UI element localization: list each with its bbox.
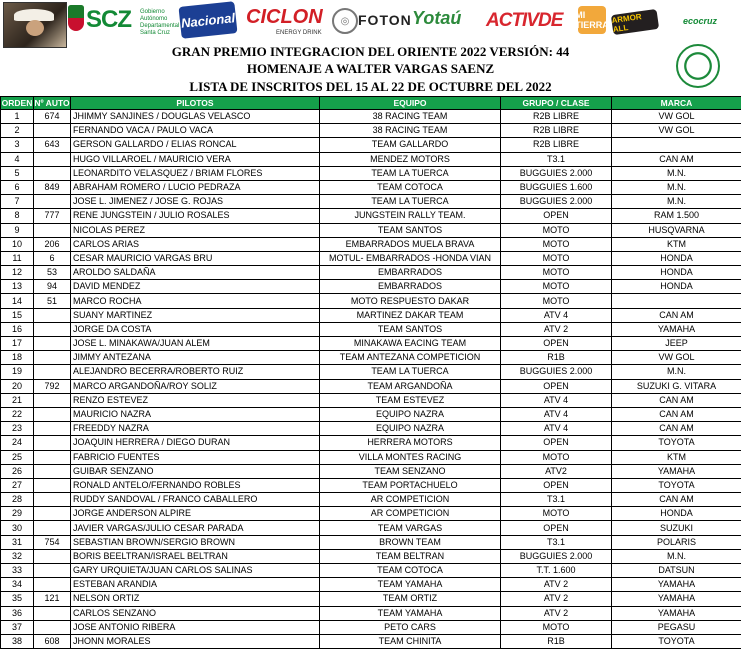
- cell-orden: 27: [1, 478, 34, 492]
- col-header-marca: MARCA: [612, 97, 741, 110]
- cell-equipo: TEAM SANTOS: [320, 322, 501, 336]
- cell-equipo: TEAM BELTRAN: [320, 549, 501, 563]
- cell-marca: CAN AM: [612, 422, 741, 436]
- cell-grupo-clase: R2B LIBRE: [501, 110, 612, 124]
- cell-equipo: TEAM YAMAHA: [320, 606, 501, 620]
- cell-pilotos: NELSON ORTIZ: [71, 592, 320, 606]
- cell-marca: YAMAHA: [612, 592, 741, 606]
- cell-pilotos: SEBASTIAN BROWN/SERGIO BROWN: [71, 535, 320, 549]
- cell-marca: VW GOL: [612, 124, 741, 138]
- cell-equipo: TEAM COTOCA: [320, 180, 501, 194]
- cell-orden: 38: [1, 634, 34, 648]
- cell-equipo: HERRERA MOTORS: [320, 436, 501, 450]
- scz-logo-subtitle: Gobierno Autónomo Departamental Santa Cruz: [140, 9, 178, 37]
- cell-auto: [34, 521, 71, 535]
- cell-equipo: TEAM ESTEVEZ: [320, 393, 501, 407]
- cell-auto: [34, 436, 71, 450]
- cell-equipo: MOTO RESPUESTO DAKAR: [320, 294, 501, 308]
- cell-pilotos: JORGE DA COSTA: [71, 322, 320, 336]
- table-row: [1, 365, 741, 379]
- table-row: [1, 209, 741, 223]
- cell-marca: M.N.: [612, 180, 741, 194]
- cell-grupo-clase: MOTO: [501, 507, 612, 521]
- scz-logo: SCZ: [86, 6, 131, 34]
- table-row: [1, 634, 741, 648]
- cell-grupo-clase: ATV 4: [501, 308, 612, 322]
- cell-orden: 14: [1, 294, 34, 308]
- cell-orden: 26: [1, 464, 34, 478]
- cell-orden: 25: [1, 450, 34, 464]
- cell-grupo-clase: BUGGUIES 2.000: [501, 166, 612, 180]
- table-row: [1, 450, 741, 464]
- cell-equipo: 38 RACING TEAM: [320, 124, 501, 138]
- cell-equipo: TEAM YAMAHA: [320, 578, 501, 592]
- table-row: [1, 521, 741, 535]
- cell-marca: CAN AM: [612, 407, 741, 421]
- cell-pilotos: FREEDDY NAZRA: [71, 422, 320, 436]
- cell-auto: [34, 152, 71, 166]
- cell-marca: KTM: [612, 237, 741, 251]
- cell-auto: 643: [34, 138, 71, 152]
- cell-auto: [34, 464, 71, 478]
- col-header-auto: Nº AUTO: [34, 97, 71, 110]
- bolivia-shield-logo: [68, 5, 84, 31]
- table-row: [1, 393, 741, 407]
- cell-orden: 9: [1, 223, 34, 237]
- cell-pilotos: JOSE ANTONIO RIBERA: [71, 620, 320, 634]
- cell-orden: 2: [1, 124, 34, 138]
- cell-auto: [34, 606, 71, 620]
- cell-orden: 24: [1, 436, 34, 450]
- cell-auto: [34, 450, 71, 464]
- cell-pilotos: RENE JUNGSTEIN / JULIO ROSALES: [71, 209, 320, 223]
- entry-list-body: [1, 110, 741, 649]
- cell-marca: KTM: [612, 450, 741, 464]
- cell-auto: [34, 365, 71, 379]
- cell-marca: YAMAHA: [612, 322, 741, 336]
- cell-equipo: TEAM COTOCA: [320, 564, 501, 578]
- table-header-row: [1, 97, 741, 110]
- cell-grupo-clase: OPEN: [501, 521, 612, 535]
- cell-orden: 19: [1, 365, 34, 379]
- cell-grupo-clase: OPEN: [501, 436, 612, 450]
- cell-grupo-clase: T3.1: [501, 493, 612, 507]
- cell-pilotos: RONALD ANTELO/FERNANDO ROBLES: [71, 478, 320, 492]
- cell-pilotos: ALEJANDRO BECERRA/ROBERTO RUIZ: [71, 365, 320, 379]
- cell-orden: 8: [1, 209, 34, 223]
- cell-pilotos: JOSE L. MINAKAWA/JUAN ALEM: [71, 337, 320, 351]
- cell-pilotos: JOSE L. JIMENEZ / JOSE G. ROJAS: [71, 195, 320, 209]
- table-row: [1, 138, 741, 152]
- cell-orden: 30: [1, 521, 34, 535]
- cell-orden: 5: [1, 166, 34, 180]
- table-row: [1, 422, 741, 436]
- cell-equipo: TEAM LA TUERCA: [320, 195, 501, 209]
- cell-marca: M.N.: [612, 549, 741, 563]
- table-row: [1, 578, 741, 592]
- cell-orden: 20: [1, 379, 34, 393]
- cell-orden: 18: [1, 351, 34, 365]
- cell-orden: 13: [1, 280, 34, 294]
- cell-grupo-clase: BUGGUIES 1.600: [501, 180, 612, 194]
- cell-auto: 754: [34, 535, 71, 549]
- cell-grupo-clase: ATV 2: [501, 592, 612, 606]
- cell-marca: M.N.: [612, 166, 741, 180]
- cell-grupo-clase: OPEN: [501, 209, 612, 223]
- cell-equipo: TEAM ANTEZANA COMPETICION: [320, 351, 501, 365]
- col-header-equipo: EQUIPO: [320, 97, 501, 110]
- table-row: [1, 280, 741, 294]
- table-row: [1, 436, 741, 450]
- cell-pilotos: CARLOS SENZANO: [71, 606, 320, 620]
- cell-equipo: 38 RACING TEAM: [320, 110, 501, 124]
- table-row: [1, 535, 741, 549]
- table-row: [1, 294, 741, 308]
- cell-marca: TOYOTA: [612, 436, 741, 450]
- table-row: [1, 493, 741, 507]
- cell-orden: 22: [1, 407, 34, 421]
- cell-orden: 35: [1, 592, 34, 606]
- cell-marca: CAN AM: [612, 308, 741, 322]
- cell-equipo: MENDEZ MOTORS: [320, 152, 501, 166]
- cell-pilotos: JHONN MORALES: [71, 634, 320, 648]
- cell-marca: DATSUN: [612, 564, 741, 578]
- cell-auto: 608: [34, 634, 71, 648]
- cell-equipo: AR COMPETICION: [320, 507, 501, 521]
- cell-pilotos: JHIMMY SANJINES / DOUGLAS VELASCO: [71, 110, 320, 124]
- cell-orden: 4: [1, 152, 34, 166]
- cell-auto: 674: [34, 110, 71, 124]
- cell-equipo: EMBARRADOS: [320, 266, 501, 280]
- cell-pilotos: LEONARDITO VELASQUEZ / BRIAM FLORES: [71, 166, 320, 180]
- cell-auto: [34, 422, 71, 436]
- cell-auto: [34, 124, 71, 138]
- cell-marca: CAN AM: [612, 393, 741, 407]
- cell-grupo-clase: MOTO: [501, 266, 612, 280]
- cell-orden: 7: [1, 195, 34, 209]
- cell-marca: YAMAHA: [612, 578, 741, 592]
- table-row: [1, 237, 741, 251]
- cell-pilotos: CARLOS ARIAS: [71, 237, 320, 251]
- entry-list-title: LISTA DE INSCRITOS DEL 15 AL 22 DE OCTUBRE DEL 2022: [0, 79, 741, 95]
- cell-marca: SUZUKI G. VITARA: [612, 379, 741, 393]
- ecocruz-logo: ecocruz: [676, 6, 724, 36]
- cell-marca: CAN AM: [612, 493, 741, 507]
- cell-pilotos: RENZO ESTEVEZ: [71, 393, 320, 407]
- cell-pilotos: MARCO ROCHA: [71, 294, 320, 308]
- cell-orden: 3: [1, 138, 34, 152]
- cell-orden: 12: [1, 266, 34, 280]
- cell-auto: [34, 578, 71, 592]
- cell-pilotos: SUANY MARTINEZ: [71, 308, 320, 322]
- cell-orden: 16: [1, 322, 34, 336]
- cell-equipo: TEAM LA TUERCA: [320, 365, 501, 379]
- cell-orden: 6: [1, 180, 34, 194]
- cell-pilotos: FABRICIO FUENTES: [71, 450, 320, 464]
- cell-equipo: TEAM ORTIZ: [320, 592, 501, 606]
- cell-orden: 33: [1, 564, 34, 578]
- ciclon-logo-subtitle: ENERGY DRINK: [276, 30, 322, 36]
- cell-grupo-clase: ATV 4: [501, 393, 612, 407]
- cell-marca: RAM 1.500: [612, 209, 741, 223]
- cell-auto: [34, 564, 71, 578]
- cell-orden: 15: [1, 308, 34, 322]
- cell-pilotos: JIMMY ANTEZANA: [71, 351, 320, 365]
- event-title: GRAN PREMIO INTEGRACION DEL ORIENTE 2022 VERSIÓN: 44: [0, 44, 741, 60]
- cell-equipo: MARTINEZ DAKAR TEAM: [320, 308, 501, 322]
- cell-pilotos: JAVIER VARGAS/JULIO CESAR PARADA: [71, 521, 320, 535]
- table-row: [1, 266, 741, 280]
- cell-grupo-clase: MOTO: [501, 223, 612, 237]
- cell-pilotos: ESTEBAN ARANDIA: [71, 578, 320, 592]
- cell-grupo-clase: OPEN: [501, 379, 612, 393]
- cell-orden: 23: [1, 422, 34, 436]
- cell-equipo: PETO CARS: [320, 620, 501, 634]
- cell-equipo: TEAM LA TUERCA: [320, 166, 501, 180]
- table-row: [1, 507, 741, 521]
- cell-marca: YAMAHA: [612, 606, 741, 620]
- cell-pilotos: RUDDY SANDOVAL / FRANCO CABALLERO: [71, 493, 320, 507]
- cell-marca: POLARIS: [612, 535, 741, 549]
- table-row: [1, 251, 741, 265]
- cell-grupo-clase: BUGGUIES 2.000: [501, 365, 612, 379]
- cell-pilotos: GARY URQUIETA/JUAN CARLOS SALINAS: [71, 564, 320, 578]
- cell-grupo-clase: OPEN: [501, 478, 612, 492]
- table-row: [1, 110, 741, 124]
- table-row: [1, 606, 741, 620]
- cell-marca: HONDA: [612, 266, 741, 280]
- cell-grupo-clase: R2B LIBRE: [501, 138, 612, 152]
- table-row: [1, 166, 741, 180]
- cell-auto: [34, 493, 71, 507]
- cell-marca: HUSQVARNA: [612, 223, 741, 237]
- cell-auto: 792: [34, 379, 71, 393]
- cell-auto: [34, 407, 71, 421]
- cell-grupo-clase: MOTO: [501, 237, 612, 251]
- cell-equipo: MINAKAWA EACING TEAM: [320, 337, 501, 351]
- cell-grupo-clase: MOTO: [501, 280, 612, 294]
- table-row: [1, 564, 741, 578]
- table-row: [1, 592, 741, 606]
- cell-auto: 94: [34, 280, 71, 294]
- cell-auto: [34, 351, 71, 365]
- cell-orden: 34: [1, 578, 34, 592]
- table-row: [1, 549, 741, 563]
- cell-grupo-clase: T.T. 1.600: [501, 564, 612, 578]
- cell-grupo-clase: MOTO: [501, 620, 612, 634]
- table-row: [1, 124, 741, 138]
- cell-equipo: EQUIPO NAZRA: [320, 422, 501, 436]
- cell-orden: 21: [1, 393, 34, 407]
- cell-auto: 849: [34, 180, 71, 194]
- cell-orden: 10: [1, 237, 34, 251]
- cell-marca: CAN AM: [612, 152, 741, 166]
- cell-marca: HONDA: [612, 280, 741, 294]
- cell-grupo-clase: MOTO: [501, 450, 612, 464]
- table-row: [1, 308, 741, 322]
- cell-auto: [34, 322, 71, 336]
- cell-orden: 28: [1, 493, 34, 507]
- cell-pilotos: ABRAHAM ROMERO / LUCIO PEDRAZA: [71, 180, 320, 194]
- cell-orden: 36: [1, 606, 34, 620]
- cell-grupo-clase: BUGGUIES 2.000: [501, 195, 612, 209]
- cell-equipo: BROWN TEAM: [320, 535, 501, 549]
- cell-orden: 11: [1, 251, 34, 265]
- activde-logo: ACTIVDE: [486, 10, 562, 32]
- cell-auto: 121: [34, 592, 71, 606]
- cell-equipo: MOTUL- EMBARRADOS -HONDA VIAN: [320, 251, 501, 265]
- cell-pilotos: CESAR MAURICIO VARGAS BRU: [71, 251, 320, 265]
- table-row: [1, 223, 741, 237]
- cell-grupo-clase: MOTO: [501, 251, 612, 265]
- cell-pilotos: HUGO VILLAROEL / MAURICIO VERA: [71, 152, 320, 166]
- col-header-grupo-clase: GRUPO / CLASE: [501, 97, 612, 110]
- table-row: [1, 337, 741, 351]
- foton-logo: FOTON: [358, 12, 412, 28]
- cell-marca: HONDA: [612, 507, 741, 521]
- nacional-logo: Nacional: [178, 1, 237, 39]
- cell-marca: VW GOL: [612, 110, 741, 124]
- cell-auto: [34, 223, 71, 237]
- cell-equipo: TEAM SENZANO: [320, 464, 501, 478]
- cell-pilotos: FERNANDO VACA / PAULO VACA: [71, 124, 320, 138]
- cell-grupo-clase: R1B: [501, 351, 612, 365]
- cell-equipo: TEAM VARGAS: [320, 521, 501, 535]
- cell-marca: [612, 294, 741, 308]
- cell-pilotos: DAVID MENDEZ: [71, 280, 320, 294]
- cell-auto: 51: [34, 294, 71, 308]
- foton-emblem-icon: ◎: [332, 8, 358, 34]
- cell-marca: HONDA: [612, 251, 741, 265]
- cell-equipo: TEAM SANTOS: [320, 223, 501, 237]
- cell-grupo-clase: MOTO: [501, 294, 612, 308]
- cell-equipo: EQUIPO NAZRA: [320, 407, 501, 421]
- cell-auto: [34, 549, 71, 563]
- cell-orden: 29: [1, 507, 34, 521]
- cell-equipo: TEAM GALLARDO: [320, 138, 501, 152]
- mitierra-logo: MI TIERRA: [578, 6, 606, 34]
- cell-grupo-clase: T3.1: [501, 152, 612, 166]
- table-row: [1, 195, 741, 209]
- cell-marca: PEGASU: [612, 620, 741, 634]
- cell-auto: [34, 195, 71, 209]
- cell-grupo-clase: R1B: [501, 634, 612, 648]
- table-row: [1, 478, 741, 492]
- cell-auto: 206: [34, 237, 71, 251]
- cell-grupo-clase: OPEN: [501, 337, 612, 351]
- cell-pilotos: MAURICIO NAZRA: [71, 407, 320, 421]
- cell-marca: SUZUKI: [612, 521, 741, 535]
- yotau-logo: Yotaú: [412, 8, 461, 29]
- col-header-pilotos: PILOTOS: [71, 97, 320, 110]
- cell-equipo: TEAM ARGANDOÑA: [320, 379, 501, 393]
- cell-equipo: JUNGSTEIN RALLY TEAM.: [320, 209, 501, 223]
- cell-marca: TOYOTA: [612, 634, 741, 648]
- table-row: [1, 180, 741, 194]
- cell-pilotos: GERSON GALLARDO / ELIAS RONCAL: [71, 138, 320, 152]
- cell-orden: 1: [1, 110, 34, 124]
- table-row: [1, 351, 741, 365]
- cell-grupo-clase: ATV2: [501, 464, 612, 478]
- cell-grupo-clase: ATV 4: [501, 407, 612, 421]
- cell-pilotos: JOAQUIN HERRERA / DIEGO DURAN: [71, 436, 320, 450]
- cell-auto: [34, 620, 71, 634]
- cell-grupo-clase: R2B LIBRE: [501, 124, 612, 138]
- cell-grupo-clase: T3.1: [501, 535, 612, 549]
- cell-auto: [34, 337, 71, 351]
- cell-orden: 31: [1, 535, 34, 549]
- cell-pilotos: MARCO ARGANDOÑA/ROY SOLIZ: [71, 379, 320, 393]
- cell-equipo: EMBARRADOS MUELA BRAVA: [320, 237, 501, 251]
- armorall-logo: ARMOR ALL: [611, 9, 659, 35]
- honoree-portrait-image: [3, 2, 67, 48]
- cell-equipo: EMBARRADOS: [320, 280, 501, 294]
- cell-marca: JEEP: [612, 337, 741, 351]
- cell-marca: M.N.: [612, 365, 741, 379]
- cell-orden: 17: [1, 337, 34, 351]
- cell-marca: TOYOTA: [612, 478, 741, 492]
- cell-grupo-clase: ATV 2: [501, 322, 612, 336]
- cell-auto: 777: [34, 209, 71, 223]
- cell-grupo-clase: ATV 4: [501, 422, 612, 436]
- cell-grupo-clase: ATV 2: [501, 578, 612, 592]
- cell-equipo: TEAM CHINITA: [320, 634, 501, 648]
- cell-orden: 32: [1, 549, 34, 563]
- cell-equipo: TEAM PORTACHUELO: [320, 478, 501, 492]
- table-row: [1, 322, 741, 336]
- col-header-orden: ORDEN: [1, 97, 34, 110]
- table-row: [1, 464, 741, 478]
- sponsor-header: [0, 0, 741, 96]
- cell-orden: 37: [1, 620, 34, 634]
- cell-auto: [34, 166, 71, 180]
- cell-auto: 53: [34, 266, 71, 280]
- table-row: [1, 379, 741, 393]
- table-row: [1, 152, 741, 166]
- cell-grupo-clase: ATV 2: [501, 606, 612, 620]
- cell-pilotos: JORGE ANDERSON ALPIRE: [71, 507, 320, 521]
- cell-grupo-clase: BUGGUIES 2.000: [501, 549, 612, 563]
- cell-auto: [34, 478, 71, 492]
- cell-equipo: VILLA MONTES RACING: [320, 450, 501, 464]
- cell-pilotos: NICOLAS PEREZ: [71, 223, 320, 237]
- cell-pilotos: GUIBAR SENZANO: [71, 464, 320, 478]
- cell-marca: VW GOL: [612, 351, 741, 365]
- cell-pilotos: BORIS BEELTRAN/ISRAEL BELTRAN: [71, 549, 320, 563]
- event-tribute: HOMENAJE A WALTER VARGAS SAENZ: [0, 61, 741, 77]
- cell-marca: YAMAHA: [612, 464, 741, 478]
- entry-list-table: [0, 96, 741, 649]
- cell-auto: [34, 308, 71, 322]
- cell-auto: [34, 393, 71, 407]
- cell-marca: [612, 138, 741, 152]
- cell-pilotos: AROLDO SALDAÑA: [71, 266, 320, 280]
- cell-marca: M.N.: [612, 195, 741, 209]
- table-row: [1, 620, 741, 634]
- cell-auto: [34, 507, 71, 521]
- cell-equipo: AR COMPETICION: [320, 493, 501, 507]
- ciclon-logo: CICLON: [246, 6, 323, 29]
- table-row: [1, 407, 741, 421]
- cell-auto: 6: [34, 251, 71, 265]
